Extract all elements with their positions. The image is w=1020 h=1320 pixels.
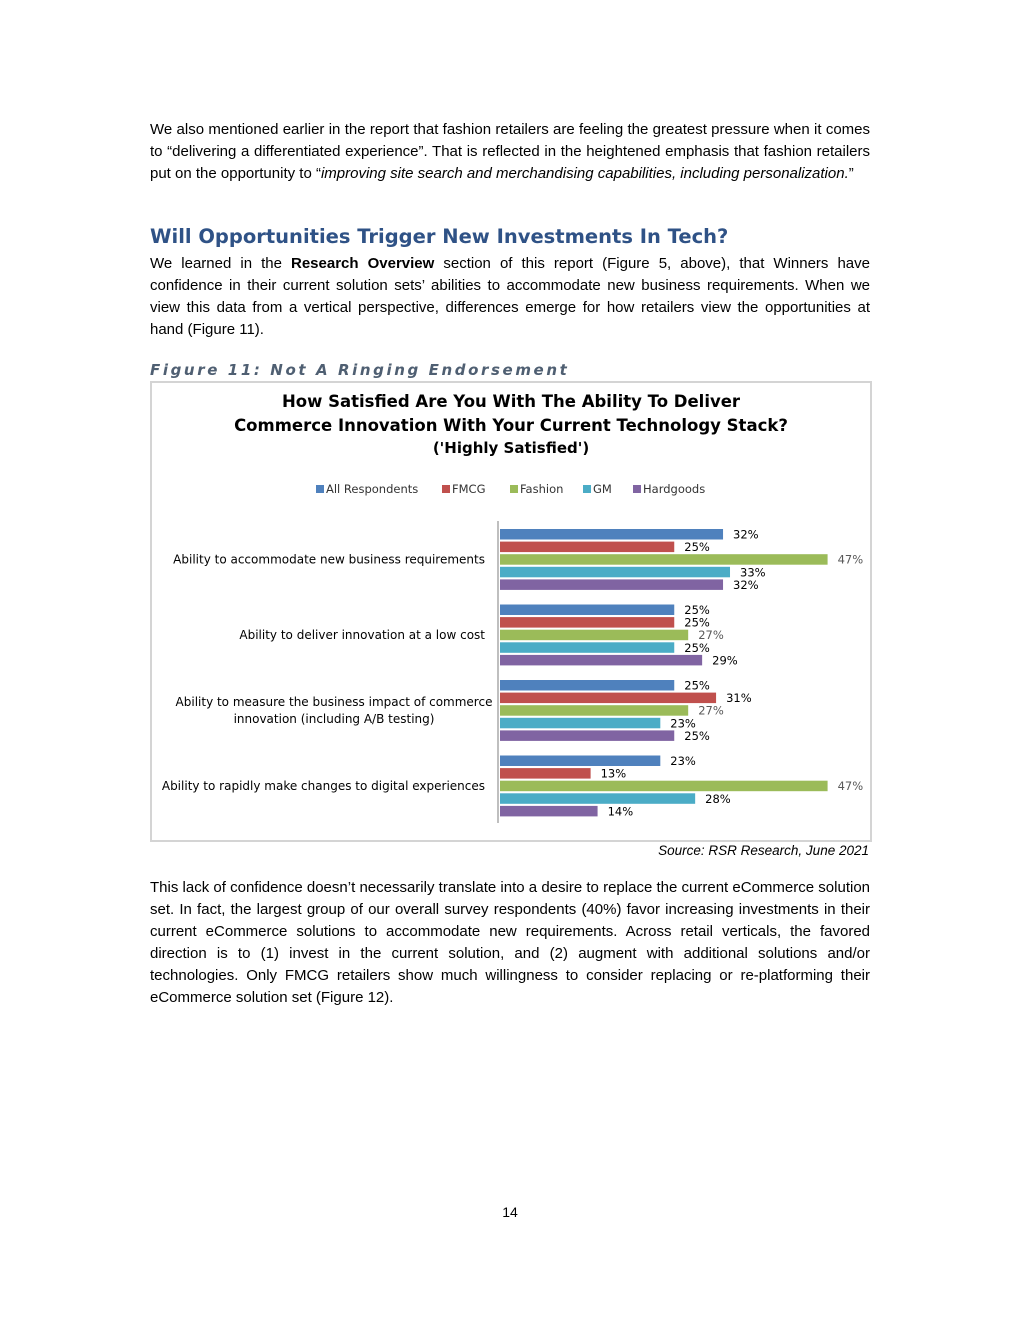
bar-fashion: [500, 705, 688, 716]
chart-title-line: ('Highly Satisfied'): [432, 439, 590, 457]
bar-fmcg: [500, 617, 674, 628]
data-label: 47%: [837, 552, 864, 567]
chart-title-line: How Satisfied Are You With The Ability To Deliver: [281, 392, 741, 411]
legend-swatch: [316, 485, 324, 493]
data-label: 25%: [684, 615, 710, 630]
data-label: 32%: [733, 527, 759, 542]
data-label: 27%: [698, 628, 724, 643]
legend-swatch: [510, 485, 518, 493]
bar-fmcg: [500, 542, 674, 553]
legend-label: Hardgoods: [643, 482, 706, 496]
section-heading: Will Opportunities Trigger New Investments In Tech?: [150, 225, 729, 248]
data-label: 25%: [684, 540, 710, 555]
intro-text-1: We also mentioned earlier in the report that fashion retailers are feeling the greatest pressure when it comes to “delivering a differentiated experience”. That is reflected in the heightened emphasis that fashion retailers put on the opportunity to “: [150, 121, 870, 182]
legend-label: Fashion: [520, 482, 564, 496]
figure-caption: Figure 11: Not A Ringing Endorsement: [150, 361, 570, 379]
legend-swatch: [442, 485, 450, 493]
data-label: 25%: [684, 678, 710, 693]
data-label: 23%: [670, 754, 696, 768]
chart-title-line: Commerce Innovation With Your Current Technology Stack?: [234, 416, 788, 435]
category-label: Ability to measure the business impact of commerce: [175, 694, 493, 709]
data-label: 32%: [733, 577, 759, 592]
section-paragraph: [150, 253, 870, 341]
bar-all-respondents: [500, 680, 674, 691]
data-label: 25%: [684, 728, 710, 743]
legend-label: All Respondents: [326, 482, 419, 496]
category-label: innovation (including A/B testing): [233, 711, 435, 726]
data-label: 28%: [705, 791, 731, 806]
intro-emphasis: improving site search and merchandising capabilities, including personalization.: [320, 165, 849, 182]
page-number: 14: [502, 1204, 518, 1220]
bar-fashion: [500, 630, 688, 641]
section-text-2: section of this report (Figure 5, above), that Winners have confidence in their current solution sets’ abilities to accommodate new business requirements. When we view this data from a vertical perspective, differences emerge for how retailers view the opportunities at hand (Figure 11).: [150, 255, 870, 338]
data-label: 25%: [684, 603, 710, 617]
category-label: Ability to deliver innovation at a low cost: [239, 627, 485, 642]
bar-gm: [500, 567, 730, 578]
data-label: 27%: [698, 703, 724, 718]
data-label: 31%: [726, 691, 752, 706]
bar-gm: [500, 793, 695, 804]
category-label: Ability to rapidly make changes to digital experiences: [161, 778, 485, 793]
closing-paragraph: This lack of confidence doesn’t necessarily translate into a desire to replace the current eCommerce solution set. In fact, the largest group of our overall survey respondents (40%) favor increasing investments in their current eCommerce solutions to accommodate new requirements. Across retail verticals, the favored direction is to (1) invest in the current solution, and (2) augment with additional solutions and/or technologies. Only FMCG retailers show much willingness to consider replacing or re-platforming their eCommerce solution set (Figure 12).: [150, 879, 870, 1006]
bar-fmcg: [500, 693, 716, 704]
chart-container: [150, 381, 872, 842]
bar-chart: [152, 383, 870, 840]
bar-all-respondents: [500, 605, 674, 616]
bar-fashion: [500, 781, 828, 792]
data-label: 14%: [607, 804, 634, 819]
legend-swatch: [633, 485, 641, 493]
category-label: Ability to accommodate new business requirements: [173, 552, 485, 567]
bar-gm: [500, 718, 660, 729]
bar-hardgoods: [500, 730, 674, 741]
bar-hardgoods: [500, 655, 702, 666]
bar-fmcg: [500, 768, 591, 779]
data-label: 29%: [712, 653, 738, 668]
bar-all-respondents: [500, 529, 723, 540]
bar-gm: [500, 642, 674, 653]
intro-paragraph: [150, 119, 870, 185]
bar-hardgoods: [500, 806, 598, 817]
legend-label: FMCG: [452, 482, 486, 496]
legend-label: GM: [593, 482, 612, 496]
data-label: 23%: [670, 716, 696, 731]
intro-text-2: ”: [848, 165, 854, 182]
data-label: 33%: [740, 565, 766, 580]
bar-fashion: [500, 554, 828, 565]
data-label: 25%: [684, 640, 710, 655]
bar-hardgoods: [500, 579, 723, 590]
data-label: 47%: [837, 779, 864, 794]
legend-swatch: [583, 485, 591, 493]
section-bold: Research Overview: [291, 255, 435, 272]
bar-all-respondents: [500, 756, 660, 767]
section-text-1: We learned in the: [150, 255, 291, 272]
figure-source: Source: RSR Research, June 2021: [658, 843, 869, 858]
data-label: 13%: [600, 766, 627, 781]
